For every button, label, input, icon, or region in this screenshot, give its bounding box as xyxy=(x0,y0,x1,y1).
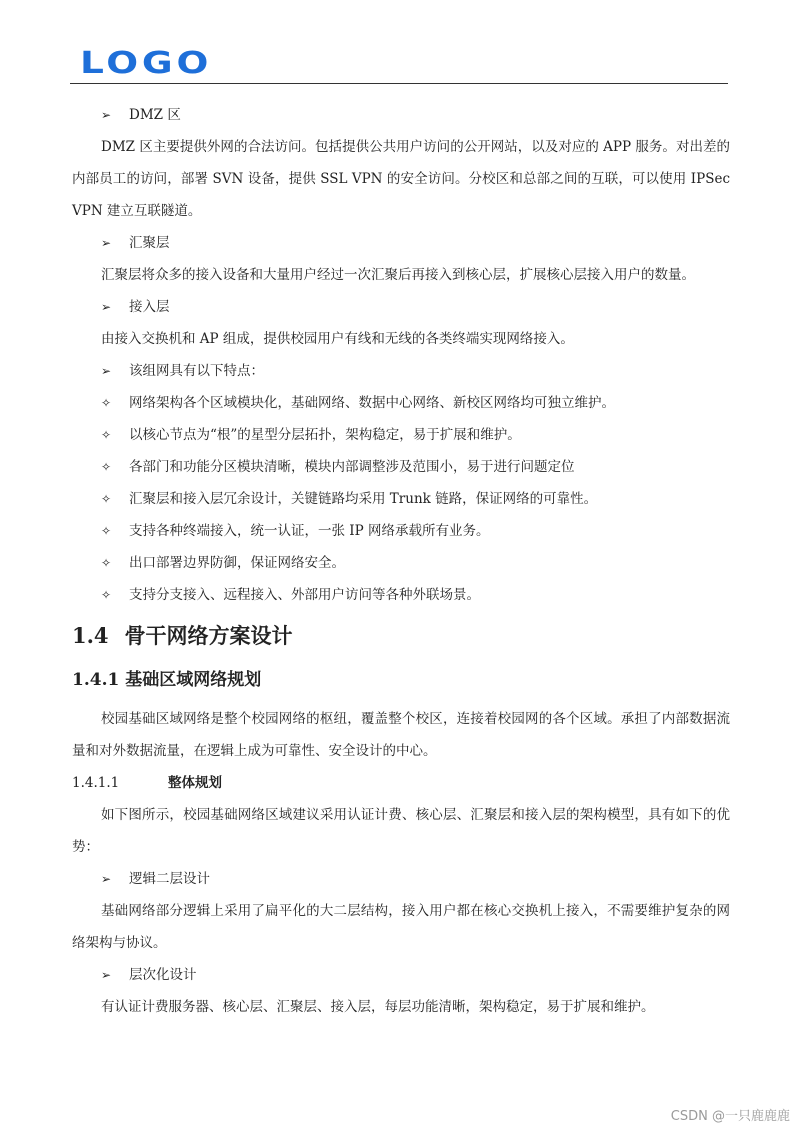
subsubsection-heading xyxy=(72,767,730,799)
diamond-item: ✧ 汇聚层和接入层冗余设计，关键链路均采用 Trunk 链路，保证网络的可靠性。 xyxy=(72,483,730,515)
watermark: CSDN @一只鹿鹿鹿 xyxy=(670,1109,790,1124)
header-divider xyxy=(70,83,728,84)
logo: LOGO xyxy=(80,46,213,81)
section-title: 骨干网络方案设计 xyxy=(124,623,293,648)
paragraph: 基础网络部分逻辑上采用了扁平化的大二层结构，接入用户都在核心交换机上接入，不需要维护复杂的网络架构与协议。 xyxy=(72,903,730,951)
bullet-item: ➢ 接入层 xyxy=(72,291,730,323)
diamond-item: ✧ 以核心节点为“根”的星型分层拓扑，架构稳定，易于扩展和维护。 xyxy=(72,419,730,451)
diamond-bullet-icon: ✧ xyxy=(101,524,112,538)
paragraph: 校园基础区域网络是整个校园网络的枢纽，覆盖整个校区，连接着校园网的各个区域。承担了内部数据流量和对外数据流量，在逻辑上成为可靠性、安全设计的中心。 xyxy=(72,711,730,759)
diamond-item: ✧ 出口部署边界防御，保证网络安全。 xyxy=(72,547,730,579)
arrow-bullet-icon: ➢ xyxy=(101,236,112,250)
paragraph: 由接入交换机和 AP 组成，提供校园用户有线和无线的各类终端实现网络接入。 xyxy=(101,331,574,347)
arrow-bullet-icon: ➢ xyxy=(101,108,112,122)
subsubsection-title: 整体规划 xyxy=(168,775,222,791)
bullet-item: ➢ 该组网具有以下特点： xyxy=(72,355,730,387)
paragraph: 有认证计费服务器、核心层、汇聚层、接入层，每层功能清晰，架构稳定，易于扩展和维护。 xyxy=(101,999,655,1015)
diamond-bullet-icon: ✧ xyxy=(101,556,112,570)
subsubsection-number: 1.4.1.1 xyxy=(72,775,120,791)
diamond-bullet-icon: ✧ xyxy=(101,396,112,410)
bullet-item: ➢ DMZ 区 xyxy=(72,99,730,131)
diamond-item: ✧ 各部门和功能分区模块清晰，模块内部调整涉及范围小，易于进行问题定位 xyxy=(72,451,730,483)
diamond-item: ✧ 支持各种终端接入，统一认证，一张 IP 网络承载所有业务。 xyxy=(72,515,730,547)
paragraph: 如下图所示，校园基础网络区域建议采用认证计费、核心层、汇聚层和接入层的架构模型，具有如下的优势： xyxy=(72,807,730,855)
bullet-item: ➢ 层次化设计 xyxy=(72,959,730,991)
section-number: 1.4 xyxy=(72,623,109,648)
arrow-bullet-icon: ➢ xyxy=(101,300,112,314)
bullet-item: ➢ 汇聚层 xyxy=(72,227,730,259)
document-body xyxy=(72,99,730,1023)
diamond-bullet-icon: ✧ xyxy=(101,588,112,602)
diamond-bullet-icon: ✧ xyxy=(101,492,112,506)
diamond-bullet-icon: ✧ xyxy=(101,460,112,474)
diamond-item: ✧ 支持分支接入、远程接入、外部用户访问等各种外联场景。 xyxy=(72,579,730,611)
paragraph: 汇聚层将众多的接入设备和大量用户经过一次汇聚后再接入到核心层，扩展核心层接入用户的数量。 xyxy=(101,267,695,283)
arrow-bullet-icon: ➢ xyxy=(101,968,112,982)
arrow-bullet-icon: ➢ xyxy=(101,364,112,378)
section-heading xyxy=(72,621,730,659)
diamond-item: ✧ 网络架构各个区域模块化，基础网络、数据中心网络、新校区网络均可独立维护。 xyxy=(72,387,730,419)
subsection-heading: 1.4.1 基础区域网络规划 xyxy=(72,670,262,690)
bullet-item: ➢ 逻辑二层设计 xyxy=(72,863,730,895)
arrow-bullet-icon: ➢ xyxy=(101,872,112,886)
paragraph: DMZ 区主要提供外网的合法访问。包括提供公共用户访问的公开网站，以及对应的 APP 服务。对出差的内部员工的访问，部署 SVN 设备，提供 SSL VPN 的安全访问。分校区和总部之间的互联，可以使用 IPSec VPN 建立互联隧道。 xyxy=(72,139,730,219)
diamond-bullet-icon: ✧ xyxy=(101,428,112,442)
